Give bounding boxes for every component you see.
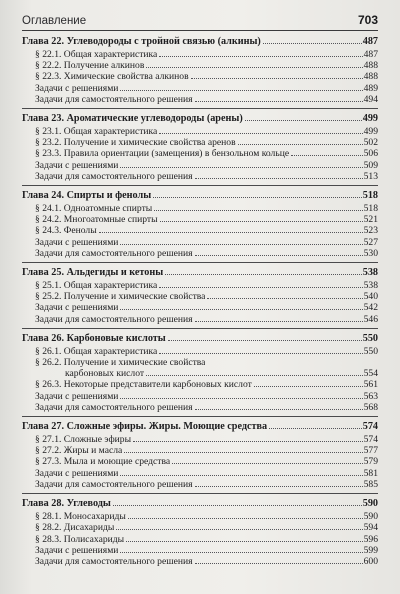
- tasks-entry-page: 599: [363, 544, 378, 556]
- dot-leader: [159, 132, 362, 134]
- dot-leader: [120, 474, 362, 476]
- section-entry[interactable]: [22, 291, 378, 302]
- tasks-entry-label: Задачи с решениями: [35, 467, 119, 479]
- dot-leader: [195, 320, 363, 322]
- tasks-entry[interactable]: [22, 391, 378, 402]
- chapter-entry-page: 550: [362, 332, 378, 344]
- section-entry-page: 561: [363, 379, 378, 391]
- chapter-entry[interactable]: [22, 189, 378, 203]
- section-entry-label: § 28.2. Дисахариды: [35, 522, 115, 534]
- chapter-block: [22, 497, 378, 570]
- section-entry-label: § 27.3. Мыла и моющие средства: [35, 456, 171, 468]
- section-entry-page: 502: [363, 137, 378, 149]
- section-entry-label: § 24.1. Одноатомные спирты: [35, 203, 153, 215]
- tasks-entry[interactable]: [22, 237, 378, 248]
- dot-leader: [238, 143, 363, 145]
- tasks-entry-label: Задачи для самостоятельного решения: [35, 401, 193, 413]
- tasks-entry-page: 542: [363, 302, 378, 314]
- chapter-entry-page: 590: [362, 498, 378, 510]
- tasks-entry-label: Задачи с решениями: [35, 236, 119, 248]
- tasks-entry[interactable]: [22, 556, 378, 567]
- section-entry-label: § 23.2. Получение и химические свойства аренов: [35, 137, 236, 149]
- chapter-entry-label: Глава 28. Углеводы: [22, 498, 111, 510]
- tasks-entry-page: 581: [363, 467, 378, 479]
- dot-leader: [154, 209, 362, 211]
- dot-leader: [291, 154, 362, 156]
- chapter-block: [22, 189, 378, 263]
- section-entry[interactable]: [22, 126, 378, 137]
- tasks-entry[interactable]: [22, 468, 378, 479]
- section-entry-label: § 25.2. Получение и химические свойства: [35, 291, 206, 303]
- section-entry[interactable]: [22, 346, 378, 357]
- section-entry-continuation-page: 554: [363, 368, 378, 380]
- tasks-entry-page: 600: [363, 555, 378, 567]
- tasks-entry-page: 585: [363, 478, 378, 490]
- section-entry-page: 594: [363, 522, 378, 534]
- chapter-entry-page: 574: [362, 421, 378, 433]
- tasks-entry-label: Задачи для самостоятельного решения: [35, 478, 193, 490]
- tasks-entry[interactable]: [22, 171, 378, 182]
- dot-leader: [146, 66, 362, 68]
- section-entry-continuation-label: карбоновых кислот: [65, 368, 145, 380]
- dot-leader: [120, 243, 362, 245]
- dot-leader: [120, 397, 362, 399]
- section-entry[interactable]: [22, 445, 378, 456]
- chapter-entry[interactable]: [22, 420, 378, 434]
- dot-leader: [113, 504, 362, 506]
- running-title: Оглавление: [22, 15, 87, 27]
- dot-leader: [195, 485, 363, 487]
- dot-leader: [254, 385, 363, 387]
- chapter-entry-label: Глава 22. Углеводороды с тройной связью (алкины): [22, 36, 261, 47]
- section-entry-page: 590: [363, 511, 378, 523]
- tasks-entry-label: Задачи для самостоятельного решения: [35, 555, 193, 567]
- dot-leader: [128, 517, 363, 519]
- tasks-entry-page: 530: [363, 247, 378, 259]
- section-entry-label: § 26.1. Общая характеристика: [35, 345, 158, 357]
- tasks-entry-page: 513: [363, 170, 378, 182]
- section-entry-label: § 23.3. Правила ориентации (замещения) в бензольном кольце: [35, 148, 290, 160]
- tasks-entry-label: Задачи для самостоятельного решения: [35, 247, 193, 259]
- dot-leader: [99, 231, 363, 233]
- tasks-entry[interactable]: [22, 314, 378, 325]
- dot-leader: [191, 77, 363, 79]
- dot-leader: [153, 196, 362, 198]
- section-entry[interactable]: [22, 137, 378, 148]
- dot-leader: [207, 297, 362, 299]
- page-number: 703: [357, 13, 378, 27]
- dot-leader: [165, 273, 362, 275]
- dot-leader: [124, 451, 362, 453]
- section-entry-page: 506: [363, 148, 378, 160]
- tasks-entry-label: Задачи с решениями: [35, 82, 119, 94]
- dot-leader: [133, 440, 363, 442]
- tasks-entry-label: Задачи с решениями: [35, 302, 119, 314]
- tasks-entry-label: Задачи с решениями: [35, 159, 119, 171]
- dot-leader: [245, 119, 362, 121]
- tasks-entry[interactable]: [22, 94, 378, 105]
- chapter-entry[interactable]: [22, 332, 378, 346]
- tasks-entry[interactable]: [22, 248, 378, 259]
- section-entry-label: § 24.3. Фенолы: [35, 225, 97, 237]
- page-header: [22, 8, 378, 31]
- dot-leader: [120, 551, 362, 553]
- chapter-entry-page: 518: [362, 190, 378, 202]
- section-entry-label: § 24.2. Многоатомные спирты: [35, 214, 158, 226]
- section-entry-page: 487: [363, 49, 378, 60]
- dot-leader: [195, 177, 363, 179]
- chapter-entry-page: 538: [362, 267, 378, 279]
- tasks-entry-page: 568: [363, 401, 378, 413]
- section-entry-label: § 28.3. Полисахариды: [35, 533, 125, 545]
- dot-leader: [159, 352, 362, 354]
- section-entry[interactable]: [22, 522, 378, 533]
- section-entry[interactable]: [22, 214, 378, 225]
- section-entry-page: 550: [363, 345, 378, 357]
- chapter-entry-label: Глава 24. Спирты и фенолы: [22, 190, 152, 202]
- dot-leader: [120, 89, 362, 91]
- section-entry[interactable]: [22, 225, 378, 236]
- dot-leader: [160, 220, 363, 222]
- section-entry-label: § 28.1. Моносахариды: [35, 511, 126, 523]
- dot-leader: [195, 254, 363, 256]
- section-entry-page: 523: [363, 225, 378, 237]
- chapter-entry-label: Глава 25. Альдегиды и кетоны: [22, 267, 164, 279]
- chapter-entry-label: Глава 27. Сложные эфиры. Жиры. Моющие средства: [22, 421, 268, 433]
- chapter-block: [22, 266, 378, 329]
- section-entry-page: 488: [363, 60, 378, 72]
- section-entry[interactable]: [22, 148, 378, 159]
- section-entry-label: § 22.2. Получение алкинов: [35, 60, 145, 72]
- section-entry-page: 579: [363, 456, 378, 468]
- table-of-contents: [22, 35, 378, 570]
- dot-leader: [116, 528, 362, 530]
- section-entry-label: § 22.1. Общая характеристика: [35, 49, 158, 60]
- section-entry[interactable]: [22, 60, 378, 71]
- chapter-block: [22, 420, 378, 494]
- dot-leader: [120, 166, 362, 168]
- tasks-entry[interactable]: [22, 479, 378, 490]
- section-entry-label: § 27.1. Сложные эфиры: [35, 434, 132, 446]
- section-entry[interactable]: [22, 534, 378, 545]
- section-entry-page: 574: [363, 434, 378, 446]
- section-entry[interactable]: [22, 434, 378, 445]
- chapter-entry[interactable]: [22, 497, 378, 511]
- tasks-entry-page: 546: [363, 313, 378, 325]
- section-entry-page: 596: [363, 533, 378, 545]
- section-entry[interactable]: [22, 379, 378, 390]
- chapter-entry-page: 487: [362, 36, 378, 47]
- section-entry-label: § 26.2. Получение и химические свойства: [35, 357, 206, 369]
- chapter-entry[interactable]: [22, 266, 378, 280]
- tasks-entry-label: Задачи для самостоятельного решения: [35, 313, 193, 325]
- tasks-entry-page: 509: [363, 159, 378, 171]
- section-entry-page: 521: [363, 214, 378, 226]
- chapter-block: [22, 332, 378, 417]
- chapter-entry[interactable]: [22, 35, 378, 49]
- tasks-entry-page: 563: [363, 390, 378, 402]
- tasks-entry-page: 489: [363, 82, 378, 94]
- tasks-entry[interactable]: [22, 160, 378, 171]
- chapter-block: [22, 35, 378, 109]
- dot-leader: [195, 100, 363, 102]
- dot-leader: [159, 286, 362, 288]
- tasks-entry[interactable]: [22, 302, 378, 313]
- tasks-entry[interactable]: [22, 83, 378, 94]
- dot-leader: [126, 540, 362, 542]
- section-entry-continuation[interactable]: [22, 368, 378, 379]
- section-entry-page: 518: [363, 203, 378, 215]
- chapter-entry[interactable]: [22, 112, 378, 126]
- dot-leader: [263, 42, 362, 44]
- tasks-entry-label: Задачи для самостоятельного решения: [35, 93, 193, 105]
- tasks-entry[interactable]: [22, 402, 378, 413]
- section-entry[interactable]: [22, 456, 378, 467]
- dot-leader: [269, 427, 362, 429]
- section-entry[interactable]: [22, 49, 378, 60]
- tasks-entry-label: Задачи с решениями: [35, 544, 119, 556]
- section-entry-page: 540: [363, 291, 378, 303]
- section-entry[interactable]: [22, 203, 378, 214]
- chapter-entry-label: Глава 23. Ароматические углеводороды (арены): [22, 113, 243, 125]
- section-entry[interactable]: [22, 511, 378, 522]
- section-entry-label: § 25.1. Общая характеристика: [35, 280, 158, 292]
- dot-leader: [168, 339, 362, 341]
- dot-leader: [159, 55, 362, 57]
- tasks-entry-page: 494: [363, 93, 378, 105]
- tasks-entry-page: 527: [363, 236, 378, 248]
- section-entry[interactable]: [22, 71, 378, 82]
- chapter-block: [22, 112, 378, 186]
- section-entry[interactable]: [22, 280, 378, 291]
- section-entry-page: 577: [363, 445, 378, 457]
- dot-leader: [172, 462, 362, 464]
- section-entry-page: 499: [363, 126, 378, 138]
- dot-leader: [146, 374, 363, 376]
- tasks-entry-label: Задачи с решениями: [35, 390, 119, 402]
- section-entry-label: § 27.2. Жиры и масла: [35, 445, 123, 457]
- section-entry-label: § 23.1. Общая характеристика: [35, 126, 158, 138]
- tasks-entry-label: Задачи для самостоятельного решения: [35, 170, 193, 182]
- section-entry-page: 488: [363, 71, 378, 83]
- dot-leader: [195, 562, 363, 564]
- tasks-entry[interactable]: [22, 545, 378, 556]
- chapter-entry-label: Глава 26. Карбоновые кислоты: [22, 332, 166, 344]
- section-entry-page: 538: [363, 280, 378, 292]
- dot-leader: [120, 308, 362, 310]
- chapter-entry-page: 499: [362, 113, 378, 125]
- section-entry[interactable]: [22, 357, 378, 368]
- dot-leader: [195, 408, 363, 410]
- section-entry-label: § 26.3. Некоторые представители карбоновых кислот: [35, 379, 252, 391]
- section-entry-label: § 22.3. Химические свойства алкинов: [35, 71, 189, 83]
